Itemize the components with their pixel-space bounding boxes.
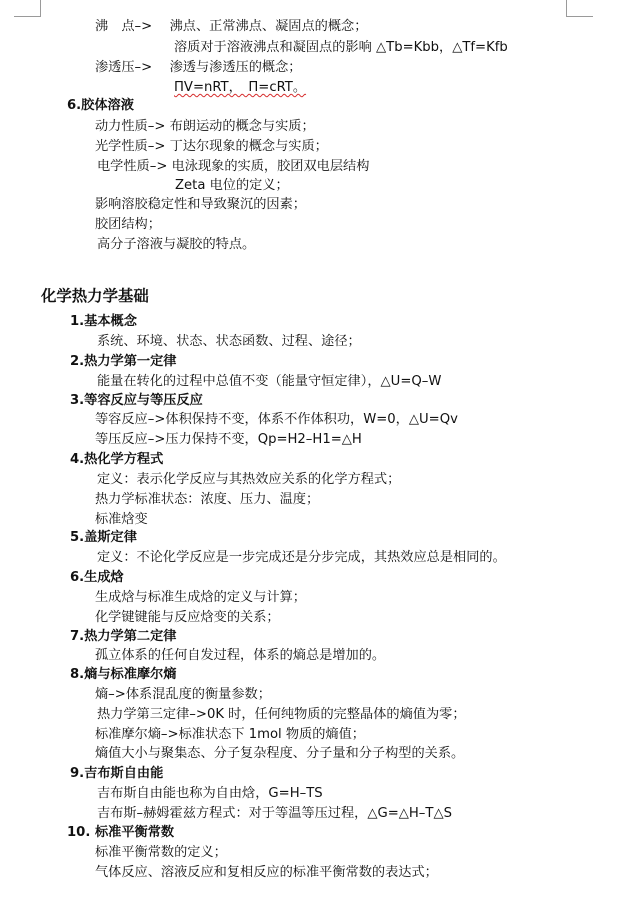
section-heading: 4.热化学方程式 (70, 452, 164, 467)
page-corner-mark-top-right (566, 0, 593, 17)
text-line: 沸 点–> 沸点、正常沸点、凝固点的概念； (95, 19, 368, 34)
section-heading: 2.热力学第一定律 (70, 354, 177, 369)
section-heading: 6.生成焓 (70, 570, 124, 585)
text-line: 化学键键能与反应焓变的关系； (95, 610, 280, 625)
text-line: 热力学第三定律–>0K 时，任何纯物质的完整晶体的熵值为零； (97, 707, 466, 722)
text-line: 熵–>体系混乱度的衡量参数； (95, 687, 271, 702)
section-heading: 9.吉布斯自由能 (70, 766, 164, 781)
section-heading: 7.热力学第二定律 (70, 629, 177, 644)
text-line: 渗透压–> 渗透与渗透压的概念； (95, 60, 302, 75)
text-line: 胶团结构； (95, 217, 161, 232)
section-heading: 1.基本概念 (70, 314, 137, 329)
text-line: ΠV=nRT， Π=cRT。 (174, 80, 307, 95)
text-line: 等压反应–>压力保持不变，Qp=H2–H1=△H (95, 432, 362, 447)
text-line: 等容反应–>体积保持不变，体系不作体积功，W=0，△U=Qv (95, 412, 458, 427)
section-heading: 6.胶体溶液 (67, 98, 134, 113)
text-line: Zeta 电位的定义； (175, 178, 289, 193)
text-line: 溶质对于溶液沸点和凝固点的影响 △Tb=Kbb，△Tf=Kfb (174, 40, 508, 55)
section-heading: 10. 标准平衡常数 (67, 825, 175, 840)
text-line: 标准平衡常数的定义； (95, 845, 227, 860)
page-corner-mark-top-left (14, 0, 41, 17)
chapter-title: 化学热力学基础 (41, 287, 149, 305)
text-line: 光学性质–> 丁达尔现象的概念与实质； (95, 139, 328, 154)
text-line: 电学性质–> 电泳现象的实质，胶团双电层结构 (97, 159, 370, 174)
text-line: 系统、环境、状态、状态函数、过程、途径； (97, 334, 361, 349)
text-line: 生成焓与标准生成焓的定义与计算； (95, 590, 306, 605)
section-heading: 8.熵与标准摩尔熵 (70, 667, 177, 682)
section-heading: 5.盖斯定律 (70, 530, 137, 545)
text-line: 标准焓变 (95, 512, 148, 527)
text-line: 气体反应、溶液反应和复相反应的标准平衡常数的表达式； (95, 865, 438, 880)
text-line: 动力性质–> 布朗运动的概念与实质； (95, 119, 315, 134)
text-line: 热力学标准状态：浓度、压力、温度； (95, 492, 320, 507)
text-line: 能量在转化的过程中总值不变（能量守恒定律），△U=Q–W (97, 374, 442, 389)
text-line: 熵值大小与聚集态、分子复杂程度、分子量和分子构型的关系。 (95, 746, 465, 761)
text-line: 定义：不论化学反应是一步完成还是分步完成，其热效应总是相同的。 (97, 550, 506, 565)
text-line: 高分子溶液与凝胶的特点。 (97, 237, 256, 252)
text-line: 影响溶胶稳定性和导致聚沉的因素； (95, 197, 306, 212)
text-line: 吉布斯自由能也称为自由焓，G=H–TS (97, 786, 323, 801)
text-line: 孤立体系的任何自发过程，体系的熵总是增加的。 (95, 648, 386, 663)
text-line: 定义：表示化学反应与其热效应关系的化学方程式； (97, 472, 401, 487)
text-line: 吉布斯–赫姆霍兹方程式：对于等温等压过程，△G=△H–T△S (97, 806, 452, 821)
text-line: 标准摩尔熵–>标准状态下 1mol 物质的熵值； (95, 727, 365, 742)
section-heading: 3.等容反应与等压反应 (70, 393, 203, 408)
